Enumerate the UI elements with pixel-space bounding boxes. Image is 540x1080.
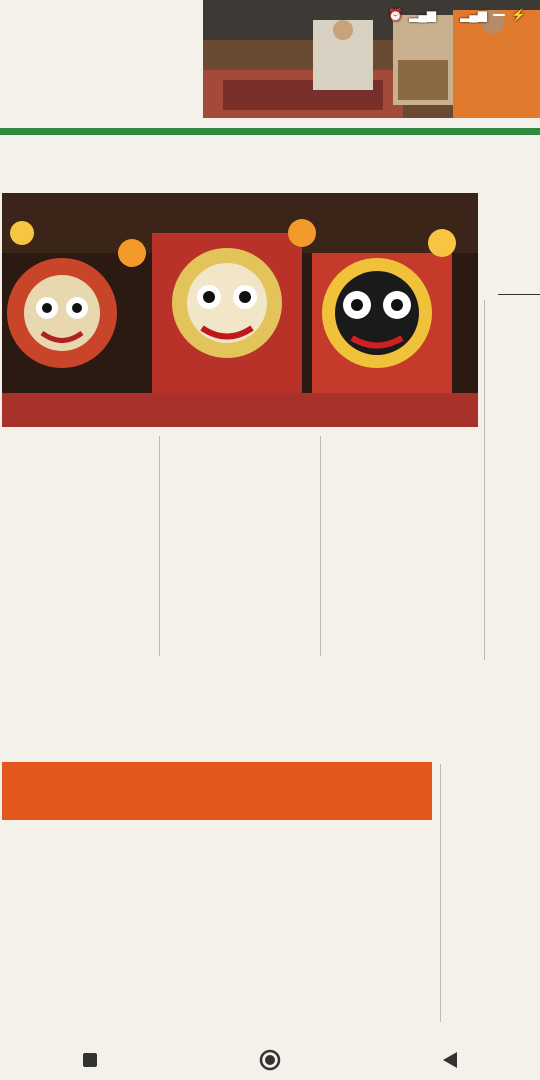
column-divider xyxy=(320,436,321,656)
jagannath-col-3 xyxy=(326,434,478,658)
vivekanand-col-3 xyxy=(446,764,540,1022)
section-divider xyxy=(0,128,540,135)
youth-day-banner xyxy=(2,762,432,820)
home-button[interactable] xyxy=(250,1045,290,1075)
vivekanand-col-1 xyxy=(4,828,214,1006)
signal-icon: ▂▄▆ xyxy=(409,8,437,22)
navigation-bar xyxy=(0,1040,540,1080)
right-rule xyxy=(498,294,540,295)
status-indicators xyxy=(382,8,526,22)
recent-apps-icon xyxy=(82,1052,98,1068)
recent-apps-button[interactable] xyxy=(70,1045,110,1075)
signal-icon-2: ▂▄▆ xyxy=(460,8,488,22)
jagannath-col-2 xyxy=(165,434,315,658)
vivekanand-col-2 xyxy=(224,828,436,1022)
charging-icon: ⚡ xyxy=(511,8,526,22)
home-icon xyxy=(259,1049,281,1071)
jagannath-photo xyxy=(2,193,478,427)
battery-icon xyxy=(493,14,505,16)
back-icon xyxy=(441,1051,459,1069)
column-divider xyxy=(484,300,485,660)
column-divider xyxy=(440,764,441,1022)
vivekanand-col-1-last-line xyxy=(4,1005,214,1020)
status-bar xyxy=(0,0,540,34)
alarm-icon: ⏰ xyxy=(388,8,404,22)
back-button[interactable] xyxy=(430,1045,470,1075)
right-article-body xyxy=(498,316,540,656)
jagannath-col-1 xyxy=(4,434,154,658)
column-divider xyxy=(159,436,160,656)
